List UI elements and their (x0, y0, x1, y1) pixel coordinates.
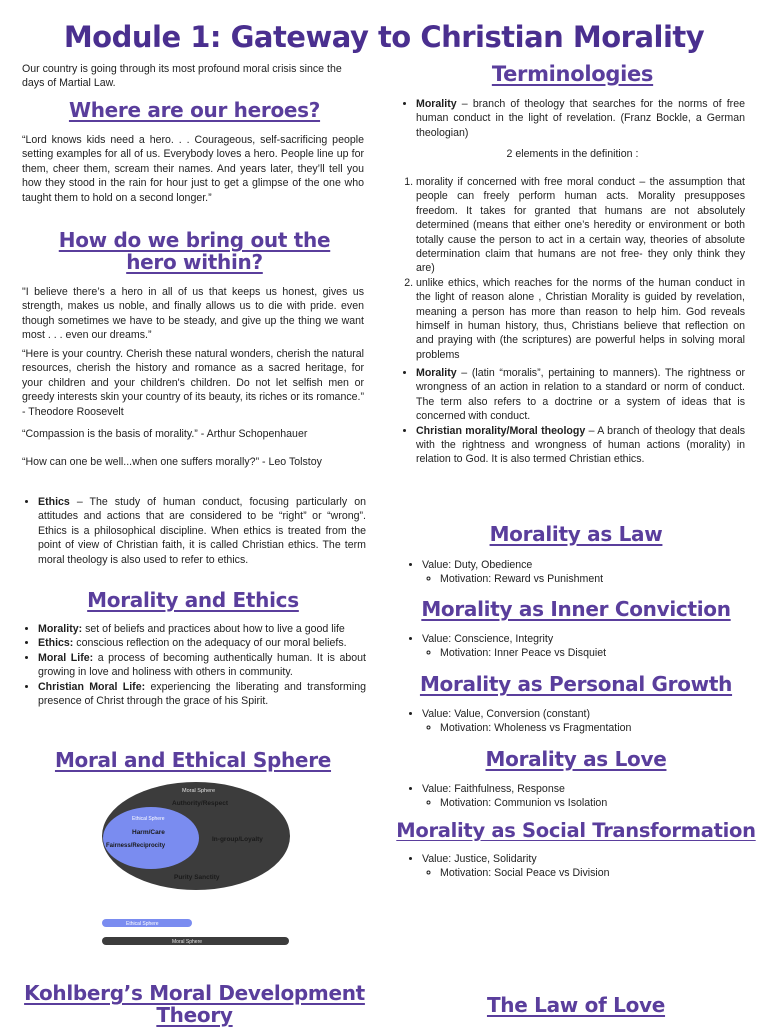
moral-sphere-label: Moral Sphere (182, 788, 216, 794)
ethical-sphere-label: Ethical Sphere (132, 816, 165, 822)
value-text: Value: Justice, Solidarity (422, 853, 537, 865)
christian-morality-def: – A branch of theology that deals with the rightness and wrongness of human actions (morality) in relation to God. It is also termed Christian ethics. (416, 424, 745, 466)
value-text: Value: Duty, Obedience (422, 559, 533, 571)
morality-ethics-heading: Morality and Ethics (87, 588, 299, 612)
morality-social-list (406, 852, 752, 881)
intro-text: Our country is going through its most profound moral crisis since the days of Martial Law. (22, 63, 342, 90)
list-item (38, 680, 366, 709)
hero-within-heading-line1: How do we bring out the (58, 228, 331, 252)
list-item (416, 424, 745, 467)
value-text: Value: Value, Conversion (constant) (422, 708, 591, 720)
morality-inner-heading: Morality as Inner Conviction (421, 597, 731, 621)
christian-morality-term: Christian morality/Moral theology (416, 424, 586, 437)
value-text: Value: Faithfulness, Response (422, 783, 565, 795)
elements-list (402, 175, 745, 362)
quote-roosevelt: “Here is your country. Cherish these natural wonders, cherish the natural resources, cherish the history and romance as a sacred heritage, for your children and your children's children. Do not let selfish men or greedy interests skin your country of its beauty, its riches or its romance.” - Theodore Roosevelt (22, 348, 364, 418)
hero-within-heading-line2: hero within? (126, 250, 263, 274)
authority-label: Authority/Respect (172, 800, 228, 807)
heroes-heading: Where are our heroes? (68, 98, 321, 122)
list-item (416, 97, 745, 140)
value-text: Value: Conscience, Integrity (422, 633, 554, 645)
morality-growth-list (406, 707, 752, 736)
ingroup-label: In-group/Loyalty (212, 836, 263, 843)
kohlberg-heading-line1: Kohlberg’s Moral Development (24, 981, 365, 1005)
morality-term: Morality (416, 367, 457, 379)
item-text: set of beliefs and practices about how to live a good life (82, 623, 345, 635)
list-item (422, 632, 752, 661)
terminology-list-1 (400, 97, 745, 140)
list-item: ◦ Motivation: Social Peace vs Division (440, 866, 752, 880)
moral-ethical-sphere-diagram (100, 780, 292, 950)
legend-moral-label: Moral Sphere (172, 939, 203, 945)
list-item (422, 852, 752, 881)
list-item (416, 366, 745, 424)
two-elements-label: 2 elements in the definition : (506, 148, 639, 160)
morality-ethics-list (22, 622, 366, 708)
morality-law-list (406, 558, 752, 587)
quote-tolstoy: “How can one be well...when one suffers morally?” - Leo Tolstoy (22, 456, 322, 468)
fairness-label: Fairness/Reciprocity (106, 843, 166, 849)
kohlberg-heading-line2: Theory (156, 1003, 233, 1027)
list-item: ◦ Motivation: Communion vs Isolation (440, 796, 752, 810)
list-item: ◦ Motivation: Reward vs Punishment (440, 572, 752, 586)
list-item (422, 558, 752, 587)
morality-love-list (406, 782, 752, 811)
terminologies-heading: Terminologies (491, 62, 654, 86)
item-text: conscious reflection on the adequacy of our moral beliefs. (73, 637, 347, 650)
item-term: Moral Life: (38, 651, 94, 664)
sphere-heading: Moral and Ethical Sphere (54, 748, 332, 772)
terminology-list-2 (400, 366, 745, 467)
item-term: Morality: (38, 623, 83, 635)
item-term: Ethics: (38, 637, 74, 650)
page-title: Module 1: Gateway to Christian Morality (63, 20, 705, 54)
quote-schopenhauer: “Compassion is the basis of morality.” - Arthur Schopenhauer (22, 428, 308, 440)
morality-def: – branch of theology that searches for the norms of free human conduct in the light of revelation. (Franz Bockle, a German theologian) (416, 98, 745, 139)
item-term: Christian Moral Life: (38, 680, 146, 693)
purity-label: Purity Sanctity (174, 874, 220, 881)
hero-within-heading (22, 229, 367, 273)
ethics-text: – The study of human conduct, focusing particularly on attitudes and actions that are considered to be “right” or “wrong”. Ethics is a philosophical discipline. When ethics is treated from the point of view of Christian faith, it is called Christian ethics. The term moral theology is also used to refer to ethics. (38, 496, 366, 566)
ethics-definition-list (22, 495, 366, 567)
morality-law-heading: Morality as Law (489, 522, 663, 546)
list-item (422, 707, 752, 736)
legend-ethical-label: Ethical Sphere (126, 921, 159, 927)
list-item (422, 782, 752, 811)
morality-def: – (latin “moralis”, pertaining to manners). The rightness or wrongness of an action in relation to a standard or norm of conduct. The term also refers to a doctrine or a system of ideas that is concerned with conduct. (416, 367, 745, 423)
list-item: 1. morality if concerned with free moral conduct – the assumption that people can freely perform human acts. Morality presupposes freedom. It takes for granted that humans are not absolutely determined (means that either one’s heredity or environment or both totally cause the person to act in a certain way, theories of absolute determination claim that humans are not free- they only think they are) (416, 175, 745, 276)
morality-love-heading: Morality as Love (485, 747, 667, 771)
list-item (38, 622, 366, 636)
list-item (38, 651, 366, 680)
item-text: a process of becoming authentically human. It is about growing in love and holiness with others in community. (38, 651, 366, 679)
list-item: 2. unlike ethics, which reaches for the norms of the human conduct in the light of reason alone , Christian Morality is guided by revelation, meaning a person has more than reason to help him. God reveals himself in human history, thus, Christians believe that reflection on and praying with (the scriptures) are powerful helps in solving moral problems (416, 276, 745, 362)
morality-term: Morality (416, 98, 457, 110)
morality-social-heading: Morality as Social Transformation (396, 819, 756, 842)
list-item: ◦ Motivation: Wholeness vs Fragmentation (440, 721, 752, 735)
list-item (38, 495, 366, 567)
law-of-love-heading: The Law of Love (486, 993, 666, 1017)
item-text: experiencing the liberating and transforming presence of Christ through the grace of his Spirit. (38, 680, 366, 708)
kohlberg-heading (22, 982, 367, 1026)
morality-growth-heading: Morality as Personal Growth (419, 672, 733, 696)
harm-care-label: Harm/Care (132, 829, 165, 836)
heroes-quote: “Lord knows kids need a hero. . . Courageous, self-sacrificing people setting examples for all of us. Everybody loves a hero. People line up for them, cheer them, scream their names. And years later, they’ll tell you how they stood in the rain for hour just to get a glimpse of the one who taught them to hold on a second longer.” (22, 134, 364, 204)
morality-inner-list (406, 632, 752, 661)
ethics-term: Ethics (38, 496, 70, 508)
list-item (38, 636, 366, 650)
quote-hero-within: "I believe there’s a hero in all of us that keeps us honest, gives us strength, makes us noble, and finally allows us to die with pride. even though sometimes we have to be steady, and give up the thing we want most . . . even our dreams.” (22, 286, 364, 342)
list-item: ◦ Motivation: Inner Peace vs Disquiet (440, 646, 752, 660)
